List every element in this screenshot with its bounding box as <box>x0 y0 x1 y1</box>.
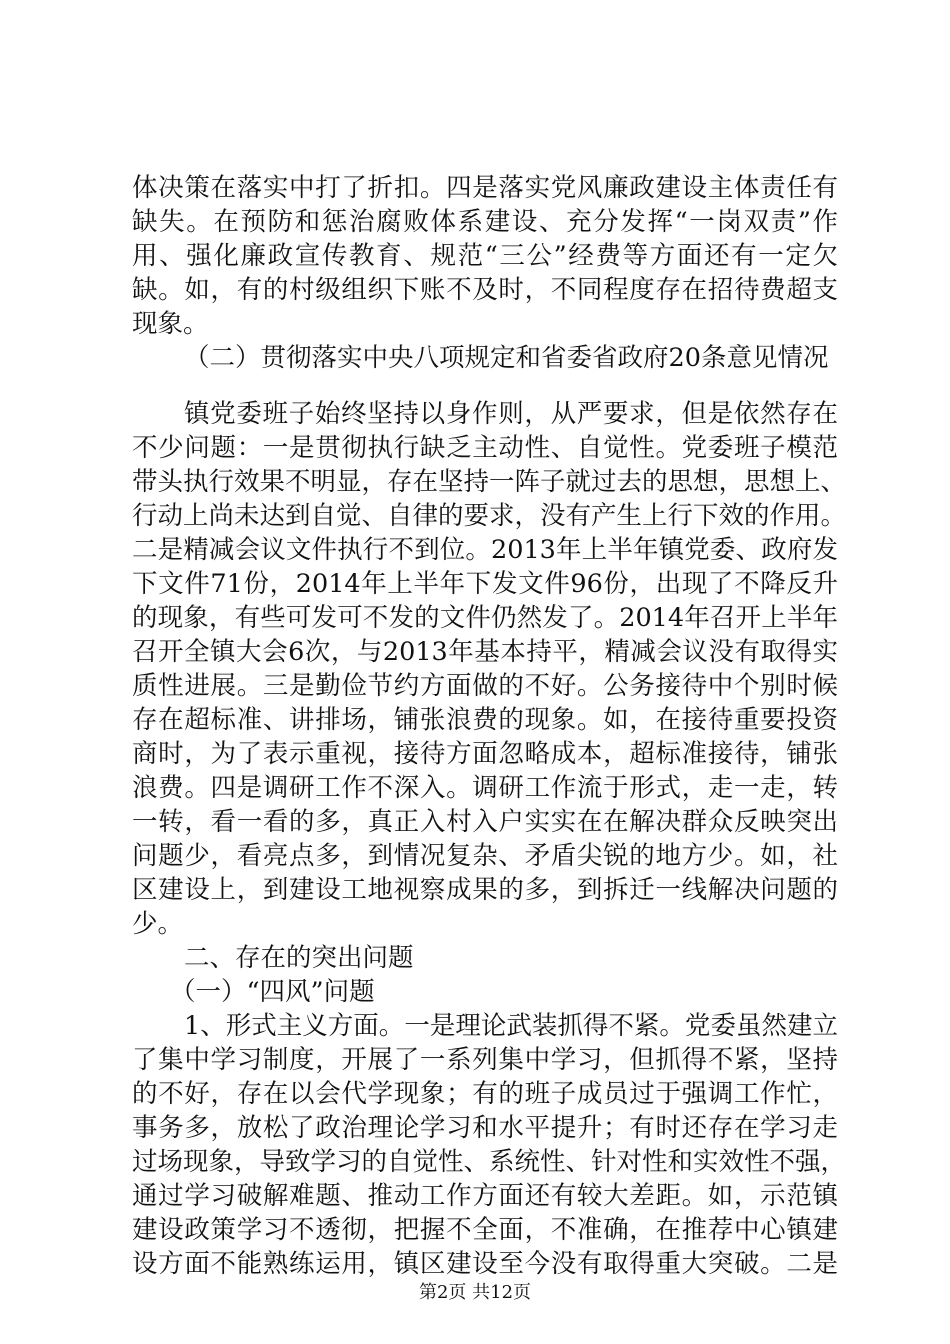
section-heading: （二）贯彻落实中央八项规定和省委省政府20条意见情况 <box>184 343 829 373</box>
body-line: 存在超标准、讲排场，铺张浪费的现象。如，在接待重要投资 <box>132 705 838 735</box>
body-line: 带头执行效果不明显，存在坚持一阵子就过去的思想，思想上、 <box>132 467 847 497</box>
body-line: 过场现象，导致学习的自觉性、系统性、针对性和实效性不强， <box>132 1147 847 1177</box>
body-line: 建设政策学习不透彻，把握不全面，不准确，在推荐中心镇建 <box>132 1215 838 1245</box>
body-line: 的现象，有些可发可不发的文件仍然发了。2014年召开上半年 <box>132 603 838 633</box>
body-line: 区建设上，到建设工地视察成果的多，到拆迁一线解决问题的 <box>132 875 838 905</box>
body-line: 质性进展。三是勤俭节约方面做的不好。公务接待中个别时候 <box>132 671 838 701</box>
body-line: 缺失。在预防和惩治腐败体系建设、充分发挥“一岗双责”作 <box>132 207 838 237</box>
body-line: 下文件71份，2014年上半年下发文件96份，出现了不降反升 <box>132 569 838 599</box>
body-line: 召开全镇大会6次，与2013年基本持平，精减会议没有取得实 <box>132 637 838 667</box>
body-line: 浪费。四是调研工作不深入。调研工作流于形式，走一走，转 <box>132 773 838 803</box>
body-line: 一转，看一看的多，真正入村入户实实在在解决群众反映突出 <box>132 807 838 837</box>
body-line: 现象。 <box>132 309 209 339</box>
body-line: 体决策在落实中打了折扣。四是落实党风廉政建设主体责任有 <box>132 173 838 203</box>
body-line: 用、强化廉政宣传教育、规范“三公”经费等方面还有一定欠 <box>132 241 838 271</box>
page-number-footer: 第2页 共12页 <box>418 1282 532 1303</box>
paragraph-first-line: 镇党委班子始终坚持以身作则，从严要求，但是依然存在 <box>184 399 838 429</box>
body-line: 事务多，放松了政治理论学习和水平提升；有时还存在学习走 <box>132 1113 838 1143</box>
body-line: 通过学习破解难题、推动工作方面还有较大差距。如，示范镇 <box>132 1181 838 1211</box>
body-line: 问题少，看亮点多，到情况复杂、矛盾尖锐的地方少。如，社 <box>132 841 838 871</box>
body-line: 少。 <box>132 909 184 939</box>
body-line: 设方面不能熟练运用，镇区建设至今没有取得重大突破。二是 <box>132 1249 838 1279</box>
body-line: 行动上尚未达到自觉、自律的要求，没有产生上行下效的作用。 <box>132 501 847 531</box>
body-line: 了集中学习制度，开展了一系列集中学习，但抓得不紧，坚持 <box>132 1045 838 1075</box>
body-line: 的不好，存在以会代学现象；有的班子成员过于强调工作忙， <box>132 1079 838 1109</box>
body-line: 商时，为了表示重视，接待方面忽略成本，超标准接待，铺张 <box>132 739 838 769</box>
body-line: 不少问题：一是贯彻执行缺乏主动性、自觉性。党委班子模范 <box>132 433 838 463</box>
body-line: 二是精减会议文件执行不到位。2013年上半年镇党委、政府发 <box>132 535 838 565</box>
section-heading: （一）“四风”问题 <box>170 977 375 1007</box>
chapter-heading: 二、存在的突出问题 <box>184 943 414 973</box>
paragraph-first-line: 1、形式主义方面。一是理论武装抓得不紧。党委虽然建立 <box>184 1011 838 1041</box>
body-line: 缺。如，有的村级组织下账不及时，不同程度存在招待费超支 <box>132 275 838 305</box>
